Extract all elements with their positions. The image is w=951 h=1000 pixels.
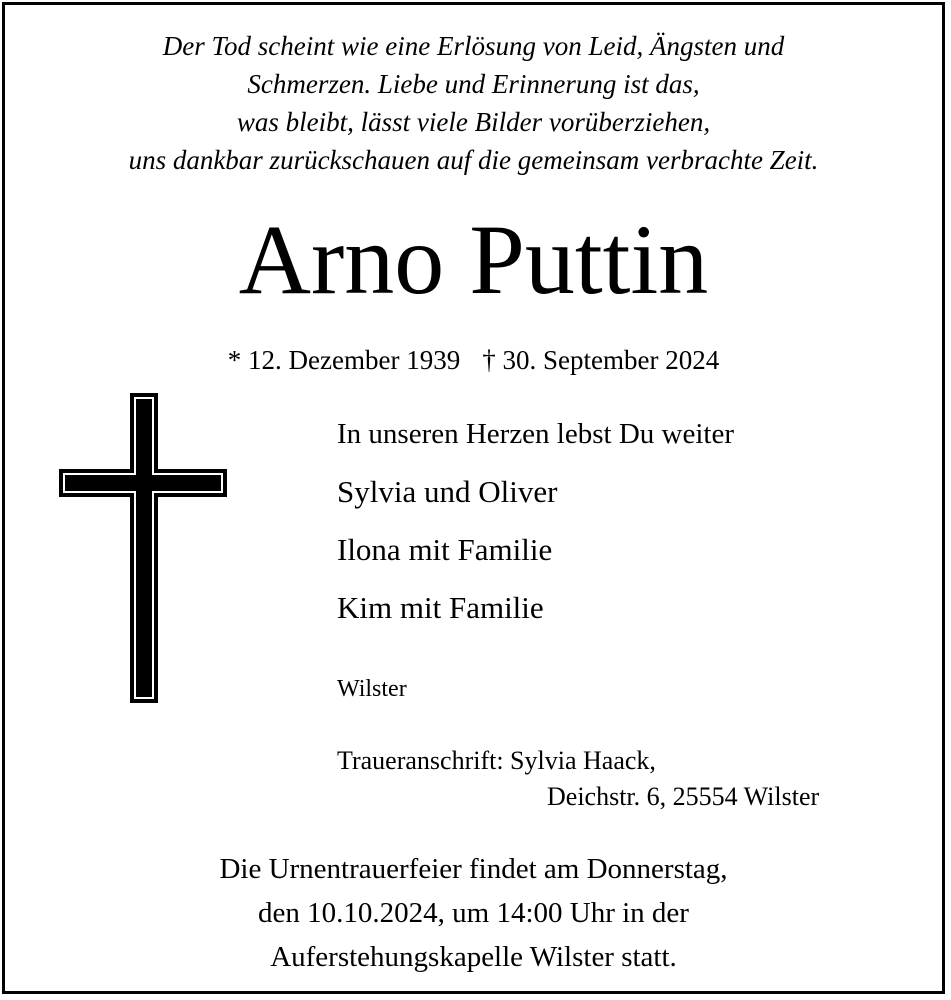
poem-line: Der Tod scheint wie eine Erlösung von Leid, Ängsten und [162, 31, 785, 61]
deceased-name: Arno Puttin [238, 204, 709, 315]
life-dates [5, 343, 942, 377]
funeral-line: Die Urnentrauerfeier findet am Donnerstag, [219, 853, 728, 885]
subtitle: In unseren Herzen lebst Du weiter [337, 418, 734, 450]
mourning-address [337, 743, 819, 815]
latin-cross-icon [59, 393, 227, 703]
funeral-announcement [5, 847, 942, 979]
funeral-line: den 10.10.2024, um 14:00 Uhr in der [258, 897, 689, 929]
obituary-notice [2, 2, 945, 994]
death-date: † 30. September 2024 [482, 345, 720, 375]
funeral-line: Auferstehungskapelle Wilster statt. [270, 941, 677, 973]
memorial-poem [5, 27, 942, 179]
mourner-name: Kim mit Familie [337, 590, 544, 625]
mourner-name: Sylvia und Oliver [337, 474, 558, 509]
place: Wilster [337, 676, 407, 702]
poem-line: Schmerzen. Liebe und Erinnerung ist das, [247, 69, 700, 99]
poem-line: was bleibt, lässt viele Bilder vorüberziehen, [236, 107, 711, 137]
birth-date: * 12. Dezember 1939 [227, 345, 461, 375]
mourner-name: Ilona mit Familie [337, 532, 553, 567]
poem-line: uns dankbar zurückschauen auf die gemeinsam verbrachte Zeit. [128, 145, 819, 175]
address-line: Traueranschrift: Sylvia Haack, [337, 746, 656, 775]
address-line: Deichstr. 6, 25554 Wilster [547, 782, 820, 811]
